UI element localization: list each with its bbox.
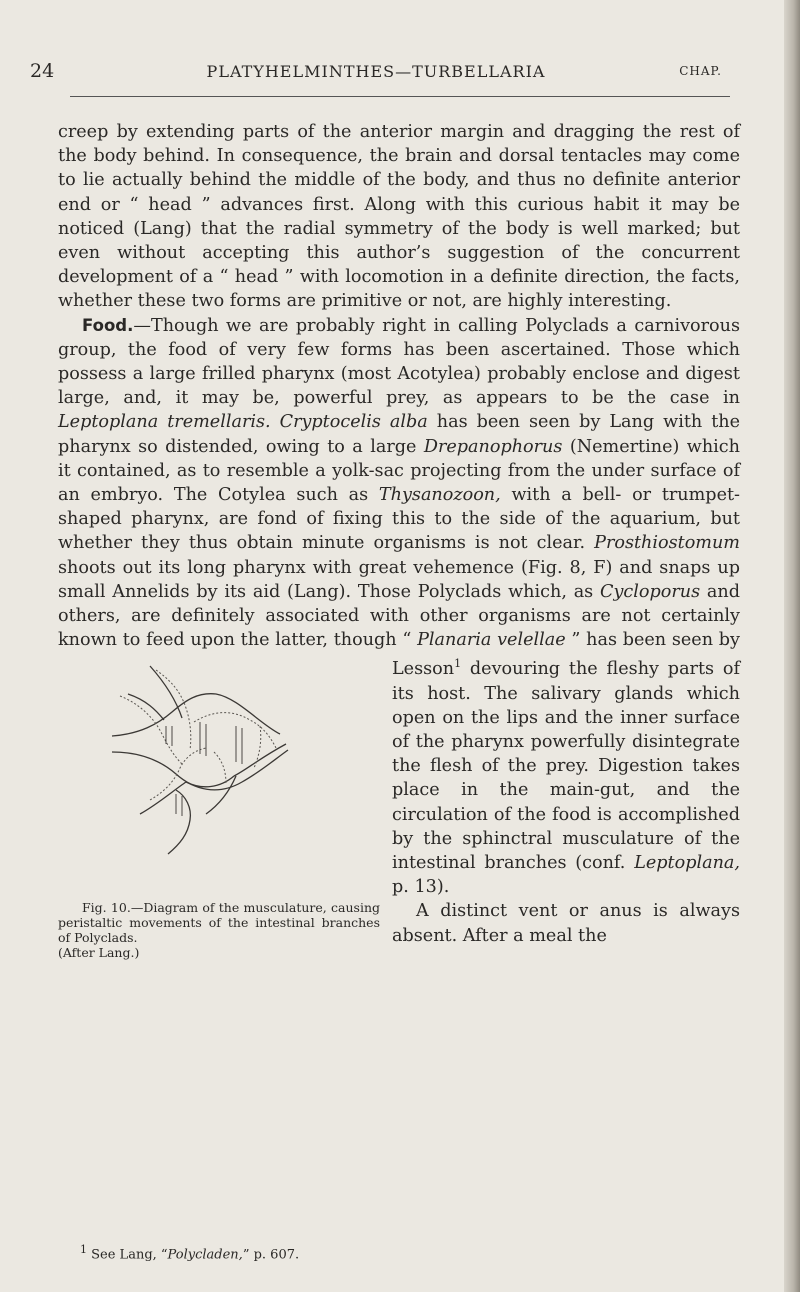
body-text (58, 120, 740, 1000)
section-heading-food: Food. (82, 315, 134, 335)
diagram-outline-lower-right (206, 776, 236, 814)
figure-10 (58, 652, 380, 1000)
running-head: PLATYHELMINTHES—TURBELLARIA (206, 62, 546, 81)
figure-credit: (After Lang.) (58, 945, 140, 961)
paragraph-food: Food.—Though we are probably right in calling Polyclads a carnivorous group, the food of very few forms has been ascertained. Those which possess a large frilled pharynx (most Acotylea) probably enclose and digest large, and, it may be, powerful prey, as appears to be the case in Leptoplana tremellaris. Cryptocelis alba has been seen by Lang with the pharynx so distended, owing to a large Drepanophorus (Nemertine) which it contained, as to resemble a yolk-sac projecting from the under surface of an embryo. The Cotylea such as Thysanozoon, with a bell- or trumpet-shaped pharynx, are fond of fixing this to the side of the aquarium, but whether they thus obtain minute organisms is not clear. Prosthiostomum shoots out its long pharynx with great vehemence (Fig. 8, F) and snaps up small Annelids by its aid (Lang). Those Polyclads which, as Cycloporus and others, are definitely associated with other organisms are not certainly known to feed upon the latter, though “ Fig. 10.—Diagram of the musculature, causing peristaltic movements of the intestinal branches of Polyclads. (After Lang.) Planaria velellae ” has been seen by Lesson$^1$ devouring the fleshy parts of its host. The salivary glands which open on the lips and the inner surface of the pharynx powerfully disintegrate the flesh of the prey. Digestion takes place in the main-gut, and the circulation of the food is accomplished by the sphinctral musculature of the intestinal branches (conf. Leptoplana, p. 13). (58, 314, 740, 900)
musculature-diagram (110, 664, 322, 886)
diagram-sphincter-lines (166, 722, 242, 764)
figure-caption: Fig. 10.—Diagram of the musculature, causing peristaltic movements of the intestinal branches of Polyclads. (After Lang.) (58, 900, 381, 961)
footnote: $^1$ See Lang, “Polycladen,” p. 607. (80, 1243, 300, 1263)
page-header (30, 60, 722, 90)
header-rule (70, 96, 730, 97)
paragraph-1: creep by extending parts of the anterior margin and dragging the rest of the body behind. In consequence, the brain and dorsal tentacles may come to lie actually behind the middle of the body, and thus no definite anterior end or “ head ” advances first. Along with this curious habit it may be noticed (Lang) that the radial symmetry of the body is well marked; but even without accepting this author’s suggestion of the concurrent development of a “ head ” with locomotion in a definite direction, the facts, whether these two forms are primitive or not, are highly interesting. (58, 122, 740, 312)
chapter-label: CHAP. (679, 64, 722, 78)
diagram-outline-middle (112, 750, 288, 790)
page-edge (784, 0, 800, 1292)
diagram-outline-top-left (128, 666, 182, 720)
paragraph-3: A distinct vent or anus is always absent. After a meal the (392, 901, 740, 946)
diagram-outline-upper (112, 694, 280, 736)
diagram-outline-lower (168, 790, 190, 854)
diagram-sphincter-lower (176, 794, 182, 816)
page-number: 24 (30, 60, 55, 82)
diagram-outline-branch (140, 744, 286, 814)
footnote-marker: 1 (454, 657, 462, 671)
diagram-dashed-lower (150, 748, 206, 800)
figure-label: Fig. 10. (82, 900, 131, 916)
